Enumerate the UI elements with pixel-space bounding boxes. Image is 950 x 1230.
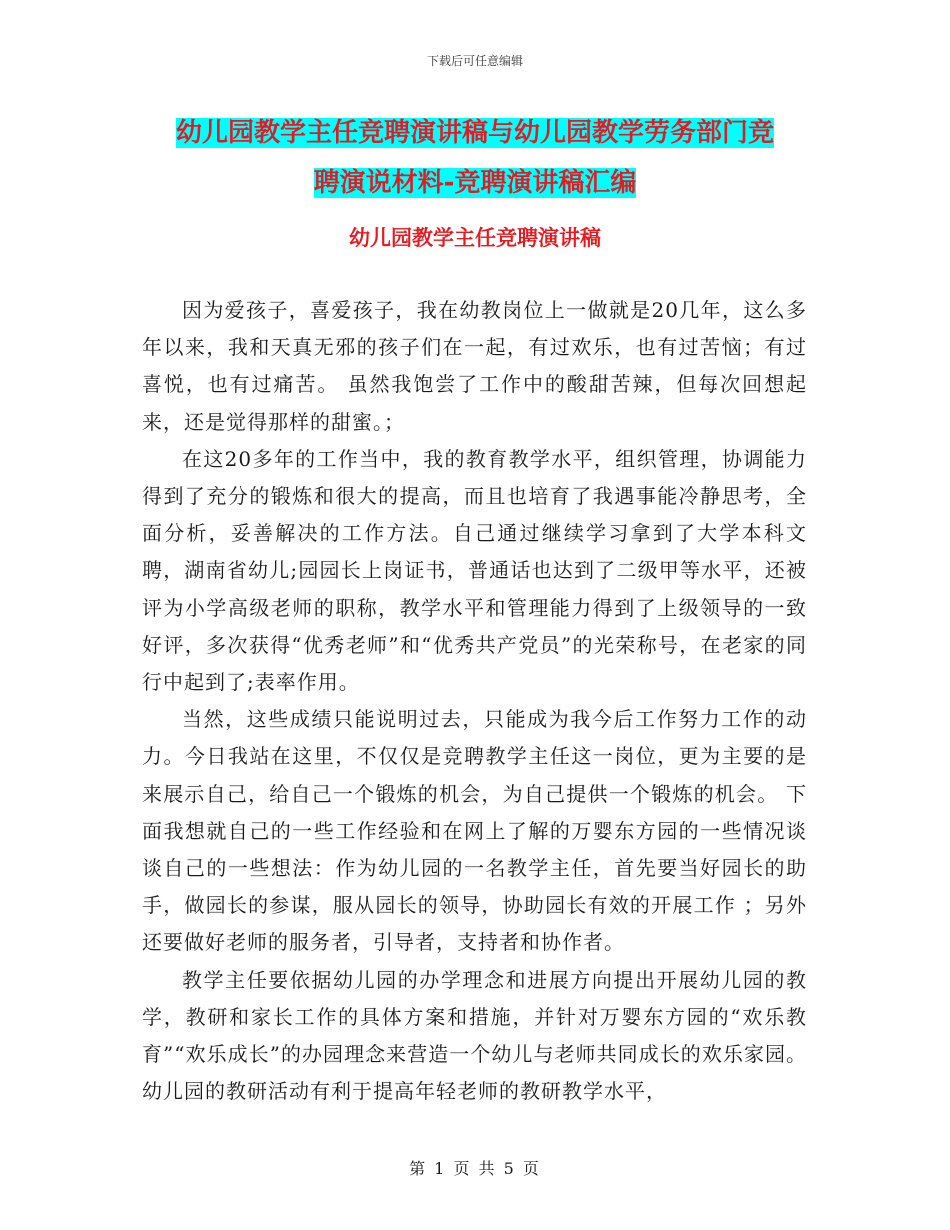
document-title-line-1: 幼儿园教学主任竞聘演讲稿与幼儿园教学劳务部门竞	[175, 118, 774, 148]
body-text	[142, 292, 807, 1110]
paragraph: 在这20多年的工作当中，我的教育教学水平，组织管理，协调能力得到了充分的锻炼和很大的提高，而且也培育了我遇事能冷静思考，全面分析，妥善解决的工作方法。自己通过继续学习拿到了大学本科文聘，湖南省幼儿;园园长上岗证书，普通话也达到了二级甲等水平，还被评为小学高级老师的职称，教学水平和管理能力得到了上级领导的一致好评，多次获得“优秀老师”和“优秀共产党员”的光荣称号，在老家的同行中起到了;表率作用。	[142, 446, 807, 695]
page-footer: 第 1 页 共 5 页	[409, 1159, 541, 1178]
paragraph: 当然，这些成绩只能说明过去，只能成为我今后工作努力工作的动力。今日我站在这里，不仅仅是竞聘教学主任这一岗位，更为主要的是来展示自己，给自己一个锻炼的机会，为自己提供一个锻炼的机会。 下面我想就自己的一些工作经验和在网上了解的万婴东方园的一些情况谈谈自己的一些想法：作为幼儿园的一名教学主任，首先要当好园长的助手，做园长的参谋，服从园长的领导，协助园长有效的开展工作 ；另外还要做好老师的服务者，引导者，支持者和协作者。	[142, 707, 807, 955]
paragraph: 教学主任要依据幼儿园的办学理念和进展方向提出开展幼儿园的教学，教研和家长工作的具体方案和措施，并针对万婴东方园的“欢乐教育”“欢乐成长”的办园理念来营造一个幼儿与老师共同成长的欢乐家园。幼儿园的教研活动有利于提高年轻老师的教研教学水平，	[142, 967, 807, 1104]
document-title-line-2: 聘演说材料-竞聘演讲稿汇编	[313, 168, 637, 198]
document-title	[140, 108, 810, 208]
header-note: 下载后可任意编辑	[426, 54, 523, 68]
section-title: 幼儿园教学主任竞聘演讲稿	[349, 226, 601, 250]
paragraph: 因为爱孩子，喜爱孩子，我在幼教岗位上一做就是20几年，这么多年以来，我和天真无邪的孩子们在一起，有过欢乐，也有过苦恼；有过喜悦，也有过痛苦。 虽然我饱尝了工作中的酸甜苦辣，但每次回想起来，还是觉得那样的甜蜜。；	[142, 298, 807, 434]
